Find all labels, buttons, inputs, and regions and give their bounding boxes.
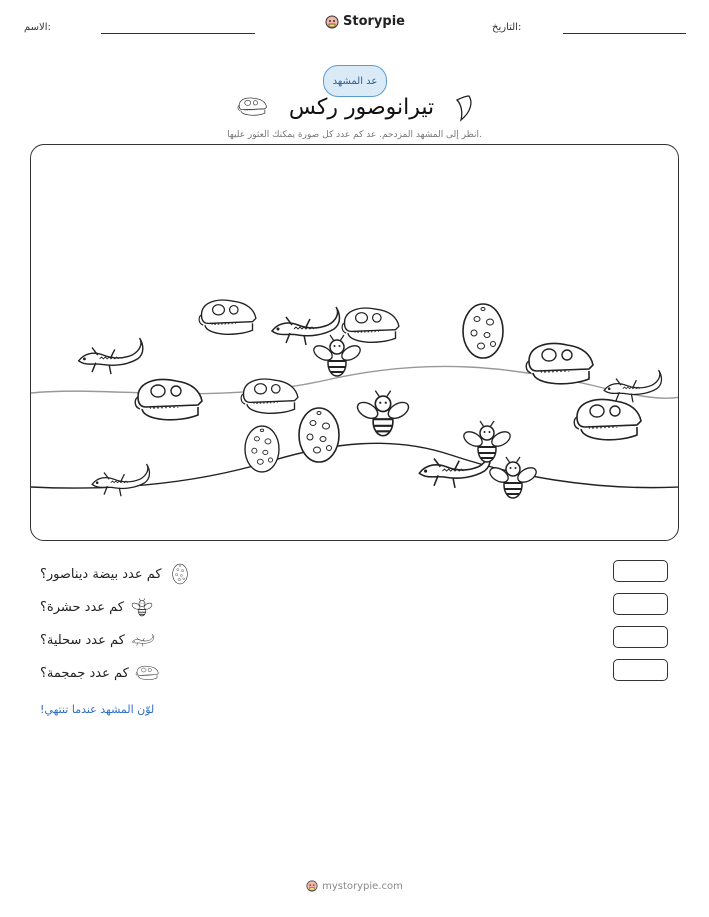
lizard-icon [92, 464, 149, 496]
bee-icon [130, 596, 154, 618]
bee-icon [487, 457, 538, 498]
scene-count-badge: عد المشهد [323, 65, 387, 97]
answer-box-lizards[interactable] [613, 626, 668, 648]
egg-icon [299, 408, 339, 462]
skull-icon [241, 379, 298, 413]
storypie-logo-icon [325, 15, 339, 29]
bee-icon [311, 335, 362, 376]
question-lizards [40, 628, 155, 652]
question-insects [40, 595, 154, 619]
answer-box-eggs[interactable] [613, 560, 668, 582]
brand-logo [325, 14, 405, 29]
footer [0, 880, 709, 892]
skull-icon [199, 300, 256, 334]
answer-box-skulls[interactable] [613, 659, 668, 681]
coloring-note: لوّن المشهد عندما تنتهي! [40, 703, 155, 716]
skull-icon [342, 308, 399, 342]
storypie-logo-icon [306, 880, 318, 892]
question-skulls [40, 661, 159, 685]
name-line[interactable] [101, 33, 255, 34]
page-subtitle: انظر إلى المشهد المزدحم. عد كم عدد كل صورة يمكنك العثور عليها. [227, 130, 482, 140]
page-title-text: تيرانوصور ركس [288, 95, 435, 120]
brand-name: Storypie [343, 14, 405, 29]
counting-scene [30, 144, 679, 541]
question-text: كم عدد سحلية؟ [40, 632, 125, 648]
question-text: كم عدد بيضة ديناصور؟ [40, 566, 162, 582]
bee-icon [355, 391, 411, 436]
footer-site[interactable]: mystorypie.com [322, 880, 403, 892]
bee-icon [461, 421, 512, 462]
lizard-icon [131, 629, 155, 651]
skull-icon [135, 662, 159, 684]
skull-icon [574, 400, 641, 440]
lizard-icon [272, 307, 340, 345]
skull-icon [234, 96, 270, 120]
tooth-icon [455, 94, 475, 122]
date-line[interactable] [563, 33, 686, 34]
question-eggs [40, 562, 192, 586]
date-label: التاريخ: [492, 22, 522, 33]
answer-box-insects[interactable] [613, 593, 668, 615]
skull-icon [526, 344, 593, 384]
scene-illustration [31, 145, 679, 541]
egg-icon [168, 563, 192, 585]
name-label: الاسم: [24, 22, 51, 33]
egg-icon [463, 304, 503, 358]
question-text: كم عدد جمجمة؟ [40, 665, 129, 681]
egg-icon [245, 426, 279, 472]
skull-icon [135, 380, 202, 420]
lizard-icon [79, 338, 143, 374]
page-title [0, 94, 709, 122]
question-text: كم عدد حشرة؟ [40, 599, 124, 615]
